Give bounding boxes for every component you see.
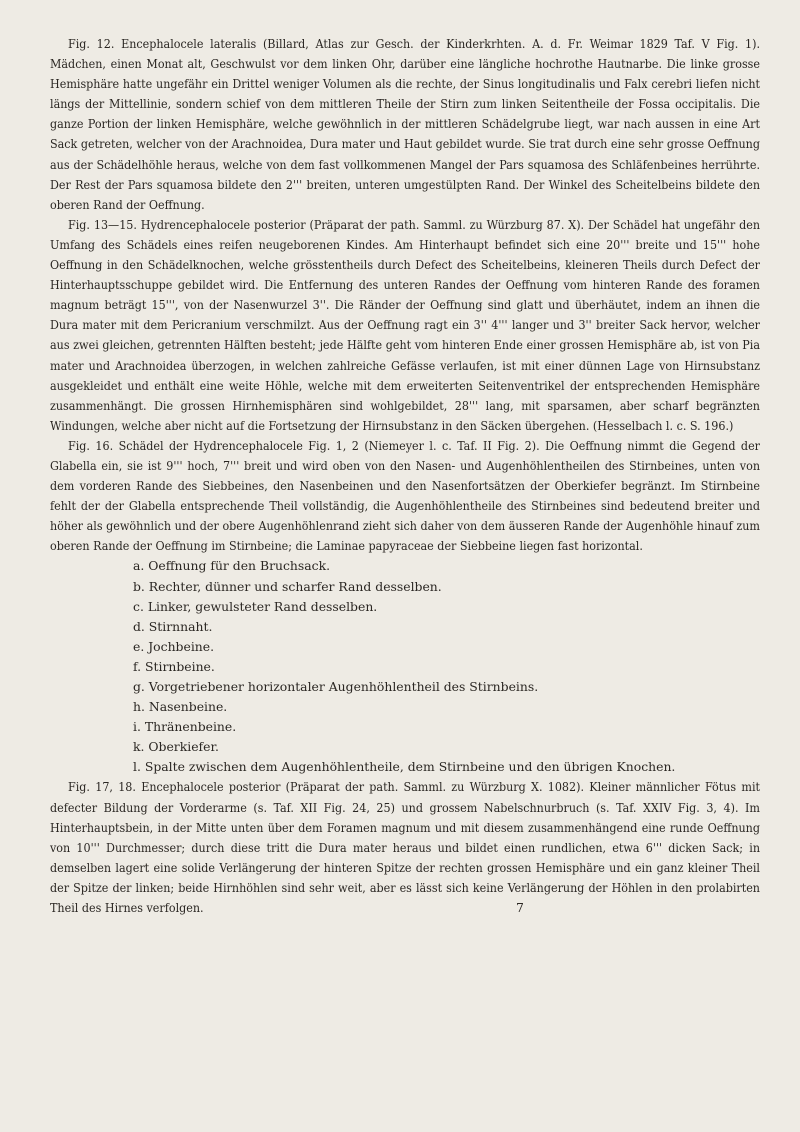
legend-item: i. Thränenbeine. [133, 719, 237, 735]
paragraph-fig-12: Fig. 12. Encephalocele lateralis (Billard, Atlas zur Gesch. der Kinderkrhten. A. d. Fr. Weimar 1829 Taf. V Fig. 1). Mädchen, einen Monat alt, Geschwulst vor dem linken Ohr, darüber eine längliche hochrothe Hautnarbe. Die linke grosse Hemisphäre hatte ungefähr ein Drittel weniger Volumen als die rechte, der Sinus longitudinalis und Falx cerebri liefen nicht längs der Mittellinie, sondern schief von dem mittleren Theile der Stirn zum linken Seitentheile der Fossa occipitalis. Die ganze Portion der linken Hemisphäre, welche gewöhnlich in der mittleren Schädelgrube liegt, war nach aussen in eine Art Sack getreten, welcher von der Arachnoidea, Dura mater und Haut gebildet wurde. Sie trat durch eine sehr grosse Oeffnung aus der Schädelhöhle heraus, welche von dem fast vollkommenen Mangel der Pars squamosa des Schläfenbeines herrührte. Der Rest der Pars squamosa bildete den 2''' breiten, unteren umgestülpten Rand. Der Winkel des Scheitelbeins bildete den oberen Rand der Oeffnung. [50, 36, 760, 212]
legend-item: g. Vorgetriebener horizontaler Augenhöhlentheil des Stirnbeins. [133, 679, 539, 694]
legend-item: d. Stirnnaht. [133, 618, 213, 634]
paragraph-fig-17-18: Fig. 17, 18. Encephalocele posterior (Präparat der path. Samml. zu Würzburg X. 1082). Kleiner männlicher Fötus mit defecter Bildung der Vorderarme (s. Taf. XII Fig. 24, 25) und grossem Nabelschnurbruch (s. Taf. XXIV Fig. 3, 4). Im Hinterhauptsbein, in der Mitte unten über dem Foramen magnum und mit diesem zusammenhängend eine runde Oeffnung von 10''' Durchmesser; durch diese tritt die Dura mater heraus und bildet einen rundlichen, etwa 6''' dicken Sack; in demselben lagert eine solide Verlängerung der hinteren Spitze der rechten grossen Hemisphäre und ein ganz kleiner Theil der Spitze der linken; beide Hirnhöhlen sind sehr weit, aber es lässt sich keine Verlängerung der Höhlen in den prolabirten Theil des Hirnes verfolgen. [50, 779, 760, 916]
figure-legend-list [50, 556, 760, 777]
legend-item: c. Linker, gewulsteter Rand desselben. [133, 598, 378, 614]
page-number: 7 [516, 900, 524, 916]
paragraph-fig-16: Fig. 16. Schädel der Hydrencephalocele Fig. 1, 2 (Niemeyer l. c. Taf. II Fig. 2). Die Oeffnung nimmt die Gegend der Glabella ein, sie ist 9''' hoch, 7''' breit und wird oben von den Nasen- und Augenhöhlentheilen des Stirnbeines, unten von dem vorderen Rande des Siebbeines, den Nasenbeinen und den Nasenfortsätzen der Oberkiefer begränzt. Im Stirnbeine fehlt der der Glabella entsprechende Theil vollständig, die Augenhöhlentheile des Stirnbeines sind bedeutend breiter und höher als gewöhnlich und der obere Augenhöhlenrand zieht sich daher von dem äusseren Rande der Augenhöhle hinauf zum oberen Rande der Oeffnung im Stirnbeine; die Laminae papyraceae der Siebbeine liegen fast horizontal. [50, 437, 760, 554]
legend-item: k. Oberkiefer. [133, 739, 219, 755]
paragraph-fig-13-15: Fig. 13—15. Hydrencephalocele posterior (Präparat der path. Samml. zu Würzburg 87. X). Der Schädel hat ungefähr den Umfang des Schädels eines reifen neugeborenen Kindes. Am Hinterhaupt befindet sich eine 20''' breite und 15''' hohe Oeffnung in den Schädelknochen, welche grösstentheils durch Defect des Scheitelbeins, kleineren Theils durch Defect der Hinterhauptsschuppe gebildet wird. Die Entfernung des unteren Randes der Oeffnung vom hinteren Rande des foramen magnum beträgt 15''', von der Nasenwurzel 3''. Die Ränder der Oeffnung sind glatt und überhäutet, indem an ihnen die Dura mater mit dem Pericranium verschmilzt. Aus der Oeffnung ragt ein 3'' 4''' langer und 3'' breiter Sack hervor, welcher aus zwei gleichen, getrennten Hälften besteht; jede Hälfte geht vom hinteren Ende einer grossen Hemisphäre ab, ist von Pia mater und Arachnoidea überzogen, in welchen zahlreiche Gefässe verlaufen, ist mit einer dünnen Lage von Hirnsubstanz ausgekleidet und enthält eine weite Höhle, welche mit dem erweiterten Seitenventrikel der entsprechenden Hemisphäre zusammenhängt. Die grossen Hirnhemisphären sind wohlgebildet, 28''' lang, mit sparsamen, aber scharf begränzten Windungen, welche aber nicht auf die Fortsetzung der Hirnsubstanz in den Säcken übergehen. (Hesselbach l. c. S. 196.) [50, 216, 760, 433]
legend-item: h. Nasenbeine. [133, 699, 228, 715]
legend-item: l. Spalte zwischen dem Augenhöhlentheile, dem Stirnbeine und den übrigen Knochen. [133, 759, 676, 775]
document-page [50, 34, 760, 918]
legend-item: e. Jochbeine. [133, 638, 215, 654]
legend-item: a. Oeffnung für den Bruchsack. [133, 558, 331, 574]
legend-item: f. Stirnbeine. [133, 658, 215, 674]
legend-item: b. Rechter, dünner und scharfer Rand desselben. [133, 578, 442, 594]
